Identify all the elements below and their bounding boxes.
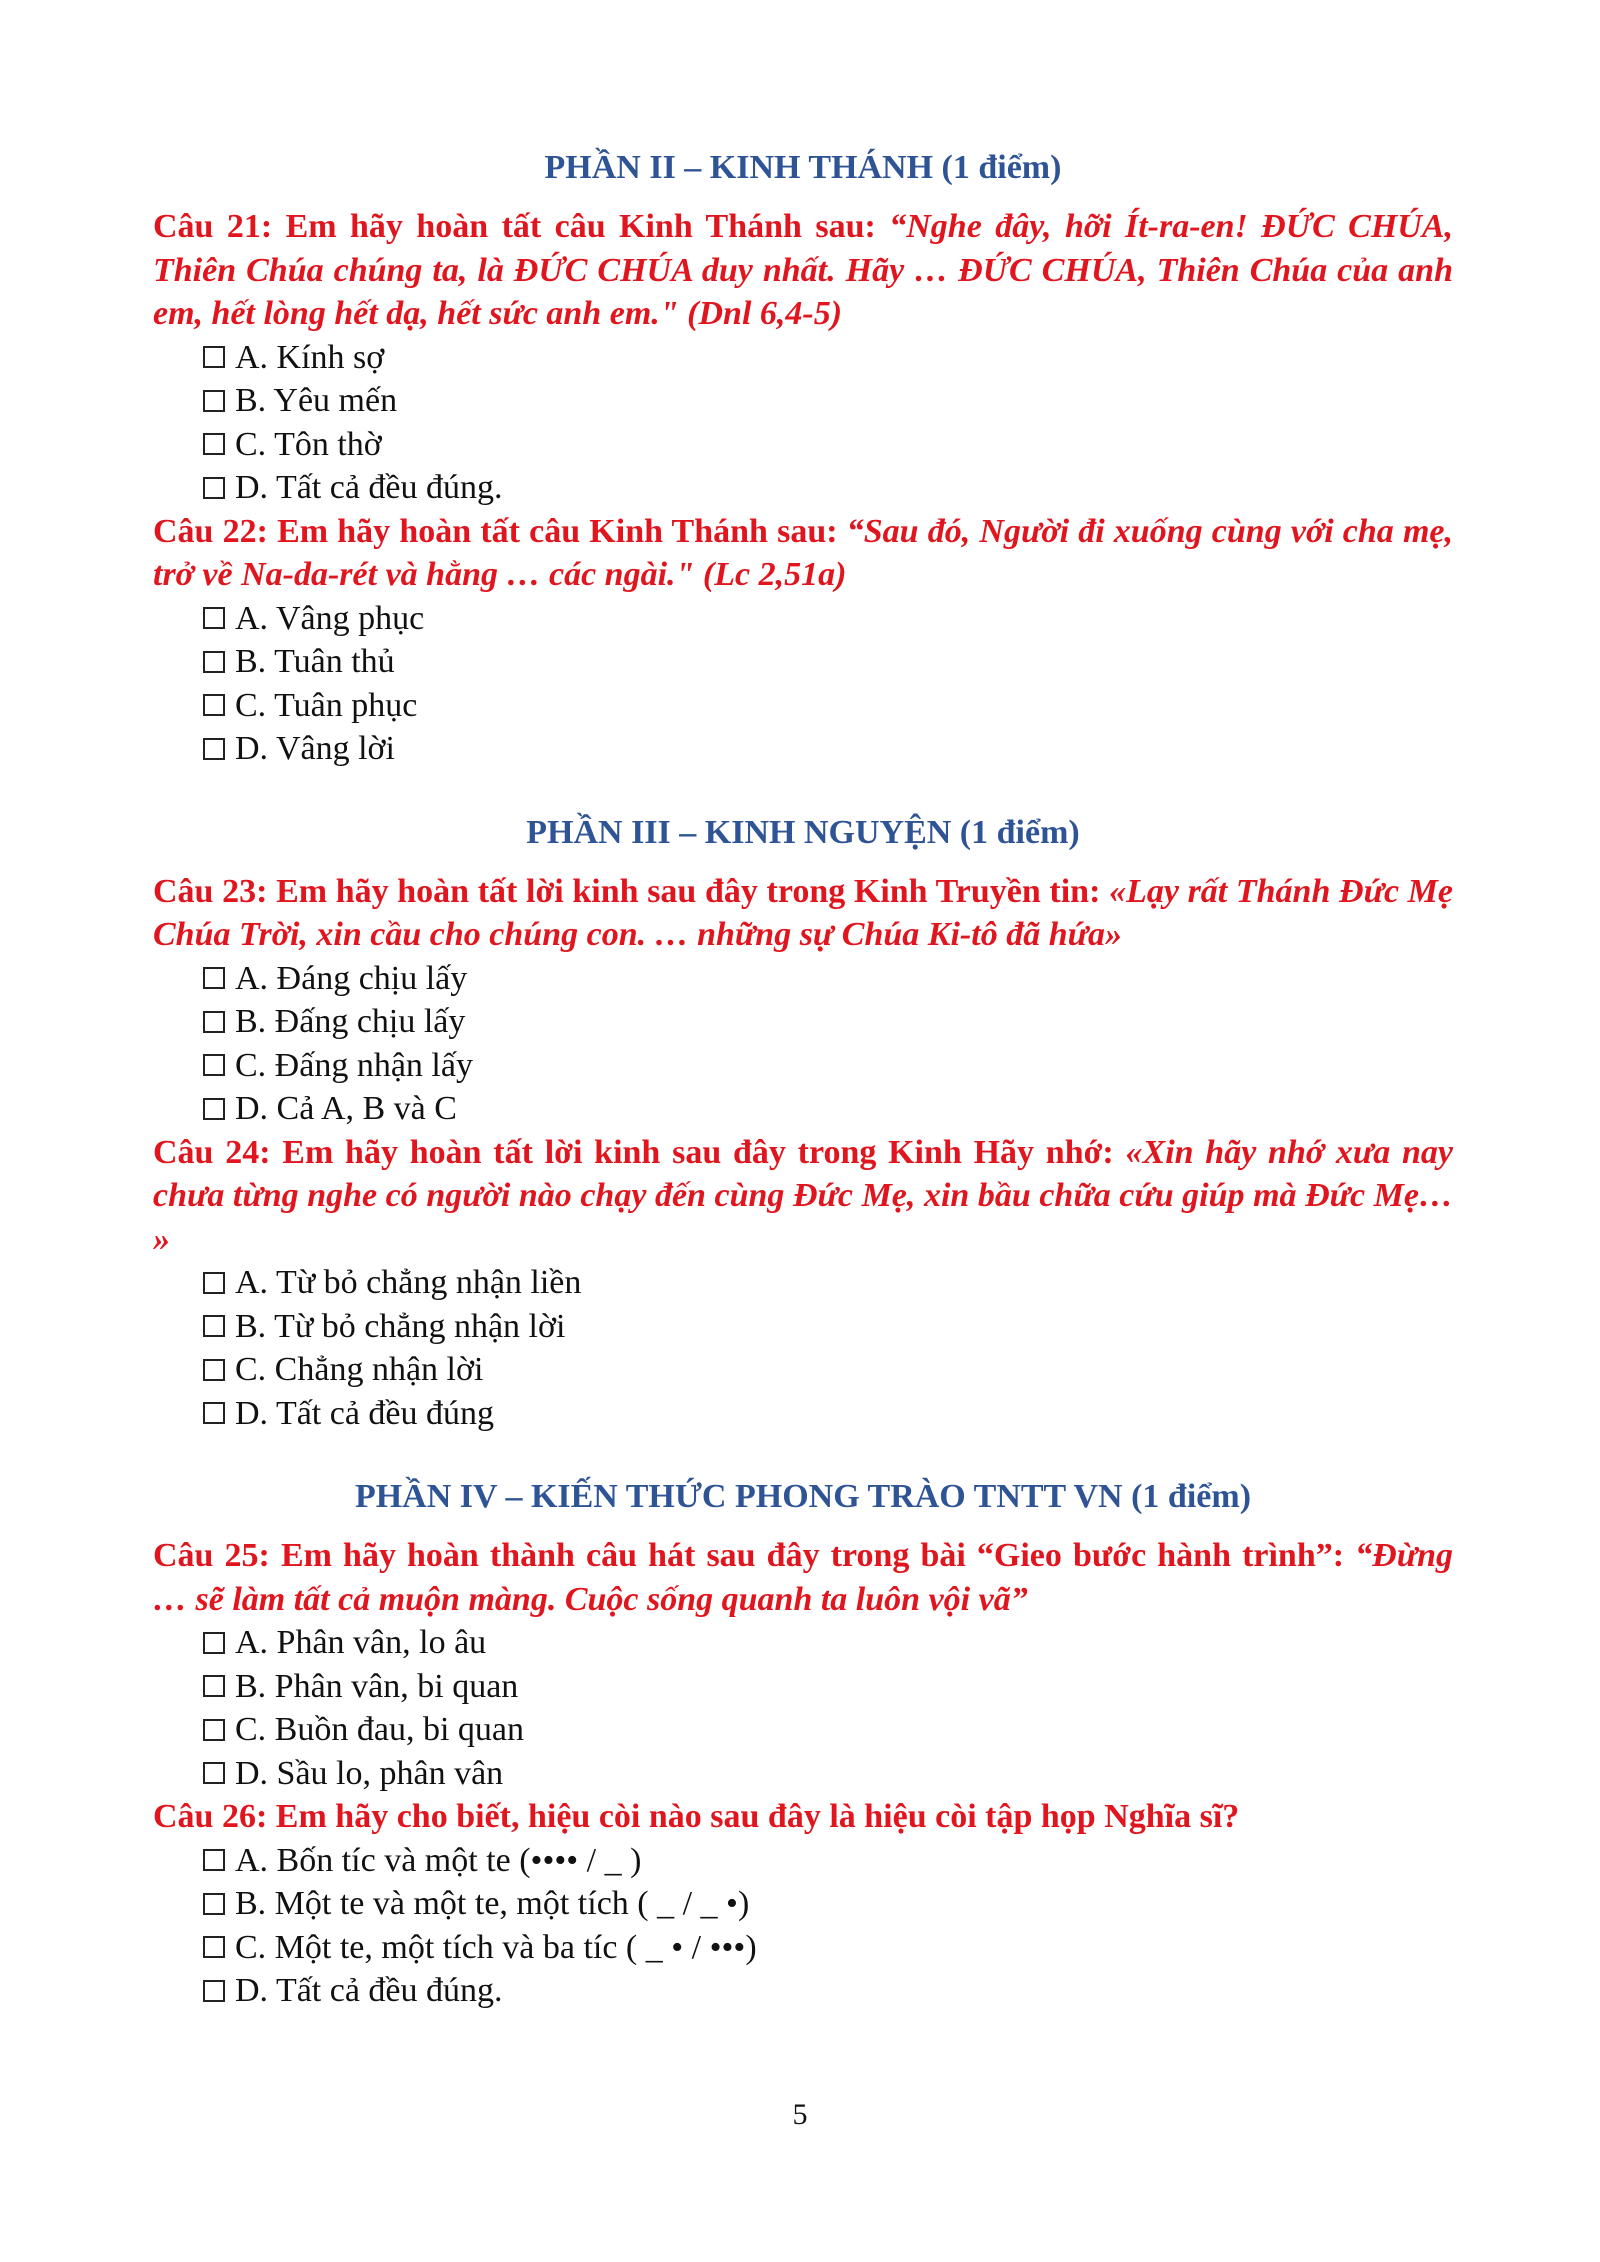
checkbox-icon[interactable] [203,1011,225,1033]
checkbox-icon[interactable] [203,1632,225,1654]
question-quote: “Sau đó, Người đi xuống cùng với cha mẹ, trở về Na-da-rét và hằng … các ngài." (Lc 2,51a) [153,512,1453,593]
option-label: B. Từ bỏ chẳng nhận lời [235,1307,566,1345]
option-22-d[interactable] [203,727,1453,771]
checkbox-icon[interactable] [203,1675,225,1697]
checkbox-icon[interactable] [203,1936,225,1958]
option-label: A. Bốn tíc và một te (•••• / _ ) [235,1841,642,1879]
option-label: B. Phân vân, bi quan [235,1667,519,1705]
checkbox-icon[interactable] [203,1849,225,1871]
checkbox-icon[interactable] [203,1762,225,1784]
checkbox-icon[interactable] [203,477,225,499]
option-label: A. Từ bỏ chẳng nhận liền [235,1264,582,1301]
checkbox-icon[interactable] [203,1980,225,2002]
option-22-a[interactable] [203,597,1453,641]
question-prompt: Câu 23: Em hãy hoàn tất lời kinh sau đây trong Kinh Truyền tin: [153,872,1110,910]
option-label: D. Vâng lời [235,730,395,767]
question-25 [153,1534,1453,1621]
checkbox-icon[interactable] [203,967,225,989]
checkbox-icon[interactable] [203,346,225,368]
option-label: C. Buồn đau, bi quan [235,1711,524,1748]
question-quote: «Xin hãy nhớ xưa nay chưa từng nghe có người nào chạy đến cùng Đức Mẹ, xin bầu chữa cứu giúp mà Đức Mẹ… » [153,1133,1454,1258]
checkbox-icon[interactable] [203,1272,225,1294]
option-25-a[interactable] [203,1621,1453,1665]
options-25 [153,1621,1453,1795]
option-26-d[interactable] [203,1969,1453,2013]
option-23-c[interactable] [203,1044,1453,1088]
section-title-4: PHẦN IV – KIẾN THỨC PHONG TRÀO TNTT VN (1 điểm) [354,1478,1252,1515]
options-21 [153,336,1453,510]
checkbox-icon[interactable] [203,651,225,673]
option-23-d[interactable] [203,1087,1453,1131]
question-quote: “Đừng … sẽ làm tất cả muộn màng. Cuộc sống quanh ta luôn vội vã” [153,1537,1453,1618]
option-label: A. Đáng chịu lấy [235,959,468,997]
page-number: 5 [792,2098,808,2131]
option-label: B. Một te và một te, một tích ( _ / _ •) [235,1885,750,1922]
checkbox-icon[interactable] [203,1054,225,1076]
question-23 [153,870,1453,957]
option-label: B. Đấng chịu lấy [235,1003,466,1040]
option-26-c[interactable] [203,1926,1453,1970]
option-label: D. Cả A, B và C [235,1090,457,1127]
option-label: C. Chẳng nhận lời [235,1351,484,1388]
option-24-d[interactable] [203,1392,1453,1436]
option-21-b[interactable] [203,379,1453,423]
checkbox-icon[interactable] [203,607,225,629]
question-prompt: Câu 25: Em hãy hoàn thành câu hát sau đây trong bài “Gieo bước hành trình”: [153,1537,1356,1574]
option-label: A. Kính sợ [235,338,385,376]
option-25-c[interactable] [203,1708,1453,1752]
option-22-b[interactable] [203,640,1453,684]
option-label: A. Vâng phục [235,599,425,637]
option-label: B. Yêu mến [235,382,398,419]
question-24 [153,1131,1453,1262]
checkbox-icon[interactable] [203,1402,225,1424]
checkbox-icon[interactable] [203,433,225,455]
document-page [153,146,1453,2013]
options-23 [153,957,1453,1131]
checkbox-icon[interactable] [203,1315,225,1337]
option-label: C. Tuân phục [235,686,418,724]
option-label: D. Tất cả đều đúng. [235,1972,503,2009]
checkbox-icon[interactable] [203,390,225,412]
option-label: D. Tất cả đều đúng [235,1394,495,1432]
section-title-2: PHẦN II – KINH THÁNH (1 điểm) [544,149,1062,186]
option-label: C. Tôn thờ [235,425,382,463]
option-21-d[interactable] [203,466,1453,510]
question-quote: «Lạy rất Thánh Đức Mẹ Chúa Trời, xin cầu cho chúng con. … những sự Chúa Ki-tô đã hứa» [153,872,1454,953]
question-prompt: Câu 24: Em hãy hoàn tất lời kinh sau đây trong Kinh Hãy nhớ: [153,1133,1126,1171]
option-26-a[interactable] [203,1839,1453,1883]
option-label: D. Sầu lo, phân vân [235,1754,504,1792]
checkbox-icon[interactable] [203,1359,225,1381]
option-21-a[interactable] [203,336,1453,380]
option-24-b[interactable] [203,1305,1453,1349]
option-26-b[interactable] [203,1882,1453,1926]
option-24-c[interactable] [203,1348,1453,1392]
option-label: D. Tất cả đều đúng. [235,469,503,506]
option-22-c[interactable] [203,684,1453,728]
option-label: C. Đấng nhận lấy [235,1046,473,1084]
question-22 [153,510,1453,597]
checkbox-icon[interactable] [203,1719,225,1741]
option-label: C. Một te, một tích và ba tíc ( _ • / •••) [235,1928,757,1966]
option-23-b[interactable] [203,1000,1453,1044]
option-label: B. Tuân thủ [235,643,395,680]
options-26 [153,1839,1453,2013]
options-22 [153,597,1453,771]
option-23-a[interactable] [203,957,1453,1001]
question-prompt: Câu 22: Em hãy hoàn tất câu Kinh Thánh sau: [153,512,847,550]
checkbox-icon[interactable] [203,694,225,716]
checkbox-icon[interactable] [203,738,225,760]
checkbox-icon[interactable] [203,1098,225,1120]
question-prompt: Câu 26: Em hãy cho biết, hiệu còi nào sau đây là hiệu còi tập họp Nghĩa sĩ? [153,1798,1240,1835]
option-label: A. Phân vân, lo âu [235,1624,487,1661]
options-24 [153,1261,1453,1435]
checkbox-icon[interactable] [203,1893,225,1915]
option-25-b[interactable] [203,1665,1453,1709]
question-26 [153,1795,1453,1839]
section-title-3: PHẦN III – KINH NGUYỆN (1 điểm) [526,813,1080,851]
question-quote: “Nghe đây, hỡi Ít-ra-en! ĐỨC CHÚA, Thiên Chúa chúng ta, là ĐỨC CHÚA duy nhất. Hãy … ĐỨC CHÚA, Thiên Chúa của anh em, hết lòng hết dạ, hết sức anh em." (Dnl 6,4-5) [153,208,1454,332]
option-21-c[interactable] [203,423,1453,467]
question-prompt: Câu 21: Em hãy hoàn tất câu Kinh Thánh sau: [153,208,890,245]
option-25-d[interactable] [203,1752,1453,1796]
question-21 [153,205,1453,336]
option-24-a[interactable] [203,1261,1453,1305]
